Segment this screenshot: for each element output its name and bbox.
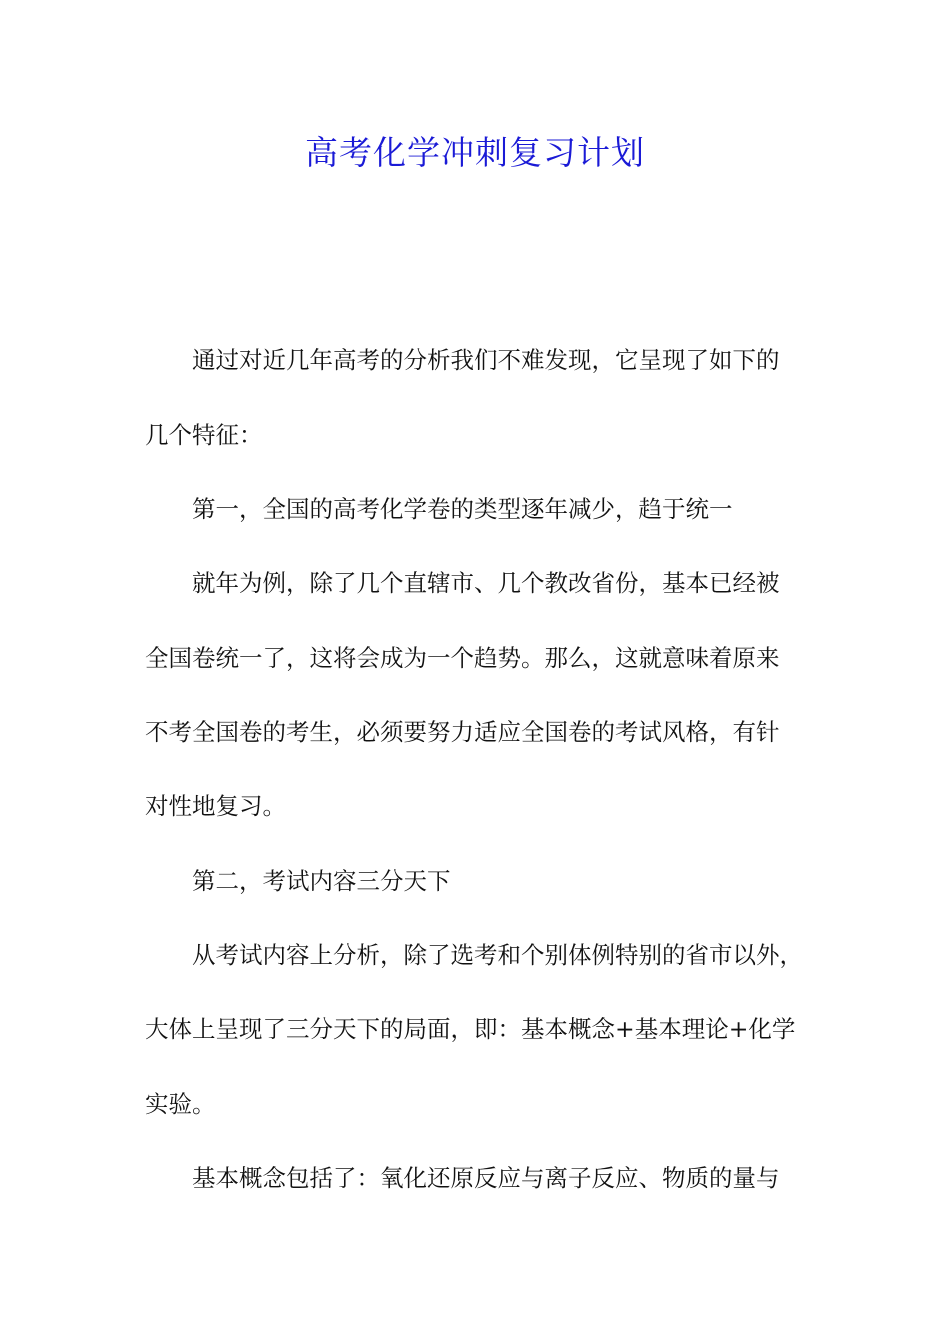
document-title: 高考化学冲刺复习计划 [305,133,645,172]
paragraph-line: 通过对近几年高考的分析我们不难发现，它呈现了如下的 [192,346,780,374]
paragraph-line: 几个特征： [145,421,263,449]
paragraph-line: 第二，考试内容三分天下 [192,867,451,895]
paragraph-line: 大体上呈现了三分天下的局面，即：基本概念+基本理论+化学 [145,1015,796,1043]
paragraph-line: 实验。 [145,1090,216,1118]
paragraph-line: 从考试内容上分析，除了选考和个别体例特别的省市以外， [192,941,803,969]
paragraph-line: 对性地复习。 [145,792,286,820]
paragraph-line: 不考全国卷的考生，必须要努力适应全国卷的考试风格，有针 [145,718,780,746]
paragraph-line: 基本概念包括了：氧化还原反应与离子反应、物质的量与 [192,1164,780,1192]
paragraph-line: 全国卷统一了，这将会成为一个趋势。那么，这就意味着原来 [145,644,780,672]
paragraph-line: 第一，全国的高考化学卷的类型逐年减少，趋于统一 [192,495,733,523]
paragraph-line: 就年为例，除了几个直辖市、几个教改省份，基本已经被 [192,569,780,597]
